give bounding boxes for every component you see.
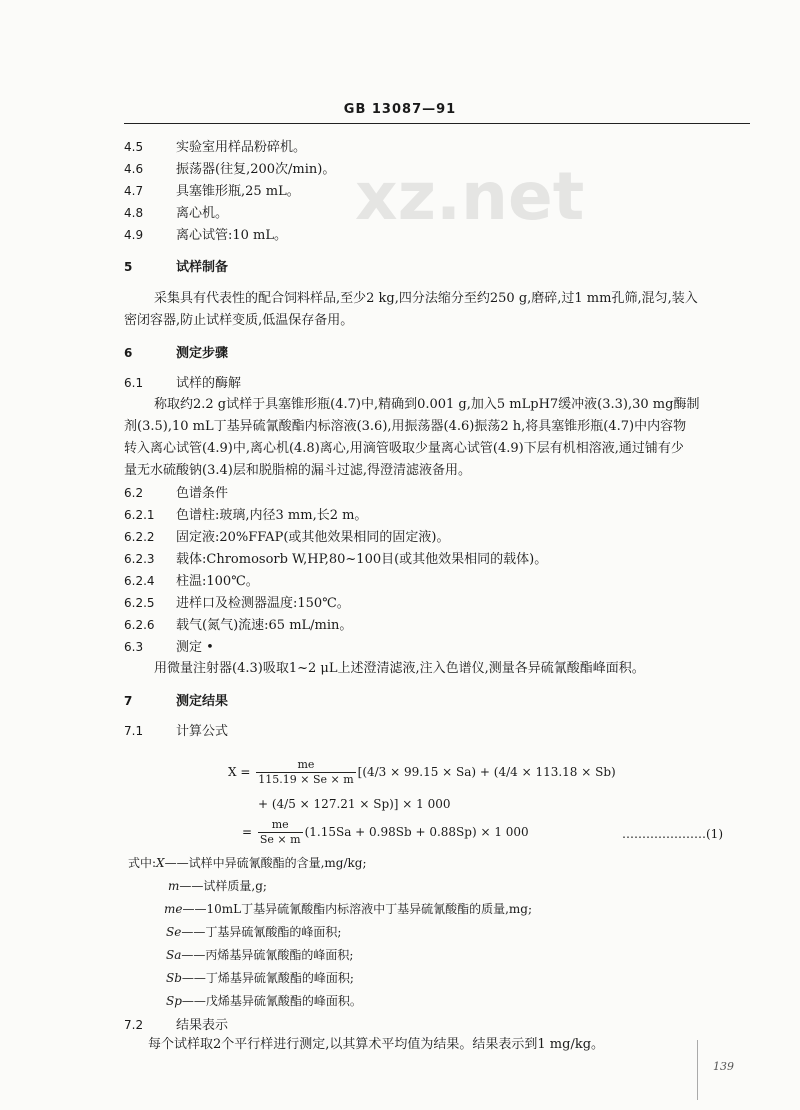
subsection-title: 结果表示 [176, 1018, 229, 1033]
definition-symbol: me [164, 902, 183, 916]
condition-6-2-2 [124, 528, 449, 547]
definition-text: ——戊烯基异硫氰酸酯的峰面积。 [181, 994, 362, 1008]
subsection-number: 7.1 [124, 724, 144, 738]
section-5-paragraph-line-2: 密闭容器,防止试样变质,低温保存备用。 [124, 313, 354, 328]
definition-x [128, 854, 367, 872]
condition-6-2-5 [124, 594, 350, 613]
section-6-1-line-2: 剂(3.5),10 mL丁基异硫氰酸酯内标溶液(3.6),用振荡器(4.6)振荡2 h,将具塞锥形瓶(4.7)中内容物 [124, 419, 687, 434]
condition-text: 柱温:100℃。 [176, 574, 259, 589]
section-title: 试样制备 [176, 260, 229, 275]
item-4-8 [124, 204, 228, 223]
definition-m [168, 877, 267, 895]
definition-symbol: Sa [166, 948, 182, 962]
section-number: 5 [124, 260, 133, 274]
condition-number: 6.2.4 [124, 574, 155, 588]
section-number: 7 [124, 694, 133, 708]
item-4-5 [124, 138, 306, 157]
page-number: 139 [713, 1060, 734, 1073]
definition-sa [166, 946, 353, 964]
subsection-6-1-heading [124, 374, 241, 393]
formula-line-2: + (4/5 × 127.21 × Sp)] × 1 000 [258, 797, 451, 811]
condition-text: 色谱柱:玻璃,内径3 mm,长2 m。 [176, 508, 368, 523]
formula-equals: = [242, 825, 253, 839]
condition-number: 6.2.6 [124, 618, 155, 632]
condition-text: 进样口及检测器温度:150℃。 [176, 596, 350, 611]
condition-6-2-1 [124, 506, 367, 525]
item-text: 振荡器(往复,200次/min)。 [176, 162, 336, 177]
subsection-title: 色谱条件 [176, 486, 229, 501]
definition-symbol: Se [166, 925, 182, 939]
fraction-numerator: me [258, 818, 303, 833]
definition-se [166, 923, 341, 941]
section-title: 测定结果 [176, 694, 229, 709]
item-text: 离心机。 [176, 206, 229, 221]
condition-6-2-6 [124, 616, 352, 635]
definition-text: ——丁基异硫氰酸酯的峰面积; [181, 925, 342, 939]
subsection-title: 计算公式 [176, 724, 229, 739]
subsection-6-2-heading [124, 484, 228, 503]
condition-text: 载体:Chromosorb W,HP,80~100目(或其他效果相同的载体)。 [176, 552, 548, 567]
item-number: 4.5 [124, 140, 144, 154]
condition-number: 6.2.2 [124, 530, 155, 544]
subsection-7-2-heading [124, 1016, 228, 1035]
section-title: 测定步骤 [176, 346, 229, 361]
header-rule [124, 123, 750, 124]
subsection-title: 试样的酶解 [176, 376, 242, 391]
section-6-3-paragraph: 用微量注射器(4.3)吸取1~2 μL上述澄清滤液,注入色谱仪,测量各异硫氰酸酯峰面积。 [154, 661, 645, 676]
item-number: 4.9 [124, 228, 144, 242]
condition-text: 载气(氮气)流速:65 mL/min。 [176, 618, 353, 633]
condition-number: 6.2.5 [124, 596, 155, 610]
subsection-number: 7.2 [124, 1018, 144, 1032]
definition-text: ——试样质量,g; [179, 879, 267, 893]
subsection-title: 测定 • [176, 640, 214, 655]
section-6-heading [124, 344, 228, 363]
condition-number: 6.2.3 [124, 552, 155, 566]
scan-edge-line [697, 1040, 698, 1100]
definition-symbol: X [156, 856, 165, 870]
fraction-numerator: me [256, 758, 355, 773]
item-4-9 [124, 226, 287, 245]
section-6-1-line-4: 量无水硫酸钠(3.4)层和脱脂棉的漏斗过滤,得澄清滤液备用。 [124, 463, 471, 478]
equation-number: …………………(1) [622, 827, 723, 841]
item-number: 4.8 [124, 206, 144, 220]
condition-number: 6.2.1 [124, 508, 155, 522]
section-7-heading [124, 692, 228, 711]
definition-text: ——试样中异硫氰酸酯的含量,mg/kg; [164, 856, 367, 870]
formula-fraction-1 [256, 758, 355, 787]
item-text: 实验室用样品粉碎机。 [176, 140, 307, 155]
item-4-6 [124, 160, 335, 179]
definition-text: ——10mL丁基异硫氰酸酯内标溶液中丁基异硫氰酸酯的质量,mg; [182, 902, 533, 916]
formula-lhs: X = [228, 765, 251, 779]
definition-symbol: Sp [166, 994, 182, 1008]
section-number: 6 [124, 346, 133, 360]
definition-me [164, 900, 532, 918]
definition-sb [166, 969, 354, 987]
definition-sp [166, 992, 362, 1010]
subsection-number: 6.2 [124, 486, 144, 500]
item-number: 4.7 [124, 184, 144, 198]
fraction-denominator: Se × m [259, 833, 301, 846]
definition-symbol: Sb [166, 971, 182, 985]
item-number: 4.6 [124, 162, 144, 176]
section-7-2-paragraph: 每个试样取2个平行样进行测定,以其算术平均值为结果。结果表示到1 mg/kg。 [148, 1037, 605, 1052]
item-text: 具塞锥形瓶,25 mL。 [176, 184, 300, 199]
condition-6-2-3 [124, 550, 547, 569]
subsection-number: 6.3 [124, 640, 144, 654]
definition-text: ——丁烯基异硫氰酸酯的峰面积; [181, 971, 354, 985]
formula-line-3 [242, 818, 529, 847]
section-5-heading [124, 258, 228, 277]
formula-fraction-2 [258, 818, 303, 847]
watermark: xz.net [355, 158, 585, 235]
condition-text: 固定液:20%FFAP(或其他效果相同的固定液)。 [176, 530, 450, 545]
where-label: 式中: [128, 856, 157, 870]
formula-line-1 [228, 758, 616, 787]
item-4-7 [124, 182, 300, 201]
subsection-7-1-heading [124, 722, 228, 741]
definition-text: ——丙烯基异硫氰酸酯的峰面积; [181, 948, 354, 962]
formula-line-3-rest: (1.15Sa + 0.98Sb + 0.88Sp) × 1 000 [304, 825, 529, 839]
standard-header: GB 13087—91 [343, 102, 457, 117]
item-text: 离心试管:10 mL。 [176, 228, 288, 243]
section-5-paragraph-line-1: 采集具有代表性的配合饲料样品,至少2 kg,四分法缩分至约250 g,磨碎,过1 mm孔筛,混匀,装入 [154, 291, 698, 306]
formula-line-1-rest: [(4/3 × 99.15 × Sa) + (4/4 × 113.18 × Sb) [357, 765, 616, 779]
section-6-1-line-1: 称取约2.2 g试样于具塞锥形瓶(4.7)中,精确到0.001 g,加入5 mLpH7缓冲液(3.3),30 mg酶制 [154, 397, 700, 412]
definition-symbol: m [168, 879, 180, 893]
section-6-1-line-3: 转入离心试管(4.9)中,离心机(4.8)离心,用滴管吸取少量离心试管(4.9)下层有机相溶液,通过铺有少 [124, 441, 684, 456]
fraction-denominator: 115.19 × Se × m [258, 773, 354, 786]
subsection-number: 6.1 [124, 376, 144, 390]
subsection-6-3-heading [124, 638, 214, 657]
condition-6-2-4 [124, 572, 259, 591]
